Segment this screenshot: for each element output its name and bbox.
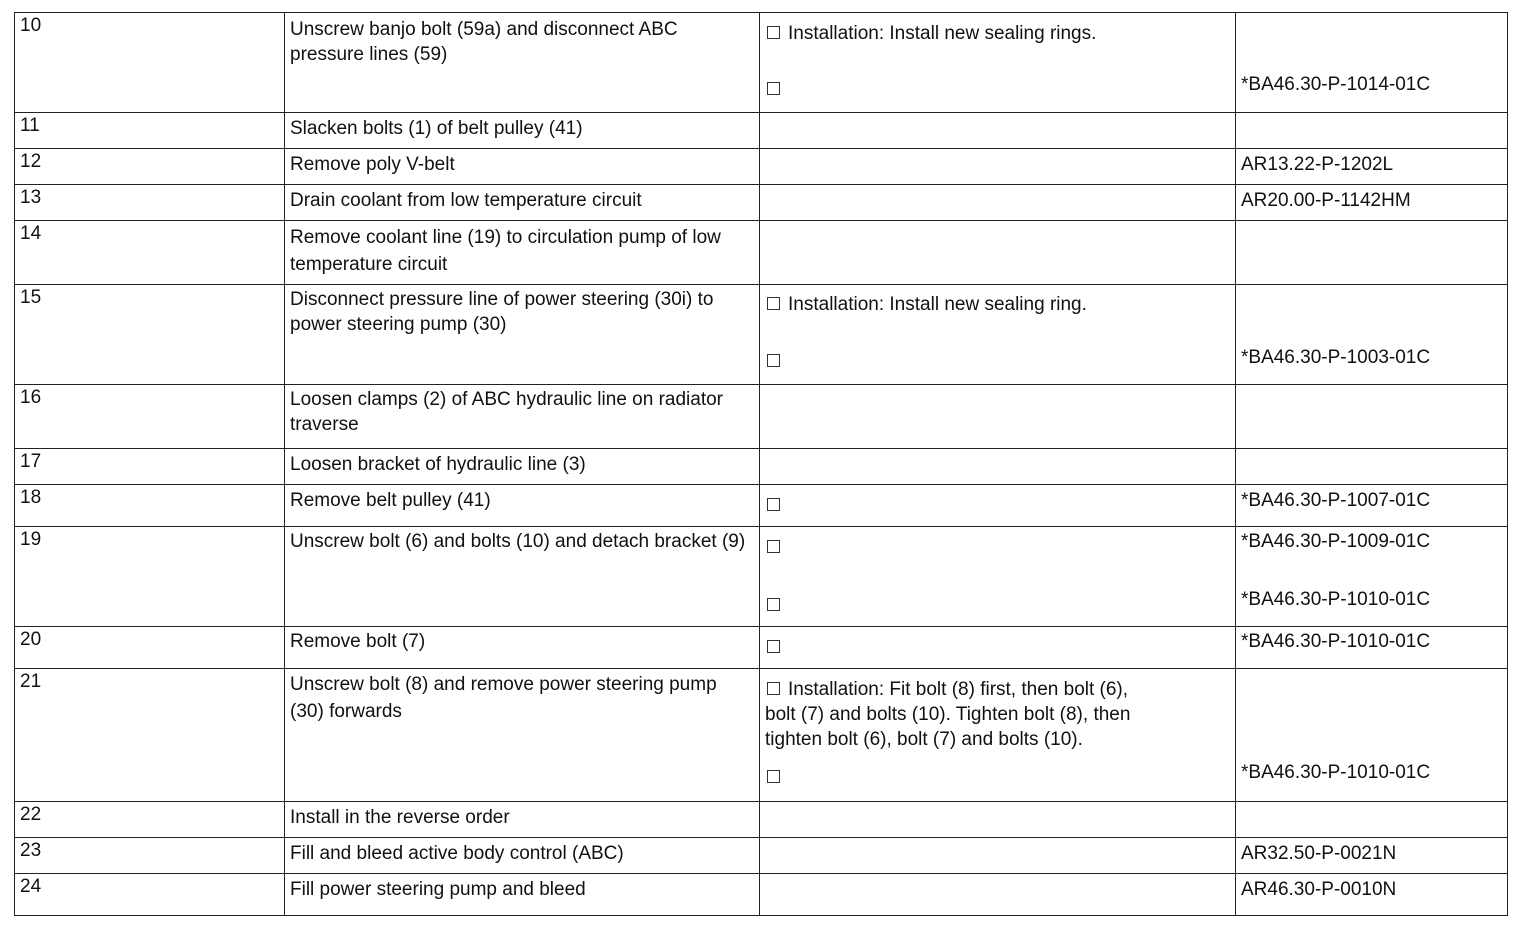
table-row — [15, 838, 1508, 874]
step-description: Fill power steering pump and bleed — [285, 874, 760, 916]
table-row — [15, 802, 1508, 838]
step-note — [760, 669, 1236, 802]
step-number: 23 — [15, 838, 285, 874]
step-number: 10 — [15, 13, 285, 113]
step-number: 15 — [15, 285, 285, 385]
step-note — [760, 113, 1236, 149]
installation-text: Fit bolt (8) first, then bolt (6), — [889, 679, 1129, 700]
step-note — [760, 527, 1236, 627]
installation-text: Install new sealing rings. — [889, 23, 1097, 44]
checkbox-icon — [767, 770, 780, 783]
step-description: Drain coolant from low temperature circuit — [285, 185, 760, 221]
installation-text: bolt (7) and bolts (10). Tighten bolt (8), then — [765, 704, 1131, 725]
step-number: 13 — [15, 185, 285, 221]
step-reference: AR46.30-P-0010N — [1236, 874, 1508, 916]
step-note — [760, 485, 1236, 527]
step-note — [760, 385, 1236, 449]
table-row — [15, 185, 1508, 221]
step-description: Remove coolant line (19) to circulation pump of low temperature circuit — [285, 221, 760, 285]
table-row — [15, 285, 1508, 385]
checkbox-icon — [767, 682, 780, 695]
step-reference: *BA46.30-P-1007-01C — [1236, 485, 1508, 527]
step-number: 17 — [15, 449, 285, 485]
reference-link: *BA46.30-P-1010-01C — [1241, 589, 1431, 610]
step-note — [760, 149, 1236, 185]
step-note — [760, 627, 1236, 669]
installation-label: Installation: — [788, 679, 885, 700]
step-number: 24 — [15, 874, 285, 916]
checkbox-icon — [767, 354, 780, 367]
table-row — [15, 149, 1508, 185]
installation-label: Installation: — [788, 294, 885, 315]
step-note — [760, 221, 1236, 285]
installation-text: tighten bolt (6), bolt (7) and bolts (10). — [765, 729, 1083, 750]
step-note — [760, 874, 1236, 916]
table-row — [15, 874, 1508, 916]
step-reference — [1236, 802, 1508, 838]
step-reference — [1236, 221, 1508, 285]
table-row — [15, 221, 1508, 285]
step-reference — [1236, 285, 1508, 385]
installation-text: Install new sealing ring. — [889, 294, 1087, 315]
step-reference — [1236, 669, 1508, 802]
table-row — [15, 669, 1508, 802]
step-description: Unscrew bolt (8) and remove power steering pump (30) forwards — [285, 669, 760, 802]
step-description: Remove belt pulley (41) — [285, 485, 760, 527]
step-number: 11 — [15, 113, 285, 149]
reference-link: *BA46.30-P-1003-01C — [1241, 347, 1431, 368]
step-number: 19 — [15, 527, 285, 627]
step-number: 22 — [15, 802, 285, 838]
step-note — [760, 13, 1236, 113]
step-description: Fill and bleed active body control (ABC) — [285, 838, 760, 874]
step-number: 16 — [15, 385, 285, 449]
table-row — [15, 13, 1508, 113]
step-note — [760, 838, 1236, 874]
step-number: 18 — [15, 485, 285, 527]
step-reference: *BA46.30-P-1010-01C — [1236, 627, 1508, 669]
step-description: Slacken bolts (1) of belt pulley (41) — [285, 113, 760, 149]
checkbox-icon — [767, 498, 780, 511]
step-note — [760, 449, 1236, 485]
step-note — [760, 802, 1236, 838]
checkbox-icon — [767, 26, 780, 39]
table-row — [15, 385, 1508, 449]
step-number: 21 — [15, 669, 285, 802]
step-description: Unscrew bolt (6) and bolts (10) and detach bracket (9) — [285, 527, 760, 627]
step-description: Remove poly V-belt — [285, 149, 760, 185]
reference-link: *BA46.30-P-1009-01C — [1241, 531, 1431, 552]
reference-link: *BA46.30-P-1010-01C — [1241, 762, 1431, 783]
step-reference: AR13.22-P-1202L — [1236, 149, 1508, 185]
table-row — [15, 485, 1508, 527]
reference-link: *BA46.30-P-1014-01C — [1241, 74, 1431, 95]
step-reference: AR32.50-P-0021N — [1236, 838, 1508, 874]
step-number: 14 — [15, 221, 285, 285]
installation-label: Installation: — [788, 23, 885, 44]
table-row — [15, 449, 1508, 485]
checkbox-icon — [767, 297, 780, 310]
step-description: Loosen clamps (2) of ABC hydraulic line on radiator traverse — [285, 385, 760, 449]
checkbox-icon — [767, 640, 780, 653]
step-reference — [1236, 385, 1508, 449]
table-row — [15, 627, 1508, 669]
checkbox-icon — [767, 540, 780, 553]
step-reference — [1236, 113, 1508, 149]
table-row — [15, 113, 1508, 149]
step-reference — [1236, 449, 1508, 485]
procedure-table — [14, 12, 1508, 916]
step-description: Loosen bracket of hydraulic line (3) — [285, 449, 760, 485]
step-number: 12 — [15, 149, 285, 185]
step-note — [760, 185, 1236, 221]
step-reference — [1236, 13, 1508, 113]
step-reference — [1236, 527, 1508, 627]
step-number: 20 — [15, 627, 285, 669]
checkbox-icon — [767, 82, 780, 95]
checkbox-icon — [767, 598, 780, 611]
step-description: Install in the reverse order — [285, 802, 760, 838]
step-description: Remove bolt (7) — [285, 627, 760, 669]
step-reference: AR20.00-P-1142HM — [1236, 185, 1508, 221]
table-row — [15, 527, 1508, 627]
step-note — [760, 285, 1236, 385]
step-description: Disconnect pressure line of power steering (30i) to power steering pump (30) — [285, 285, 760, 385]
step-description: Unscrew banjo bolt (59a) and disconnect ABC pressure lines (59) — [285, 13, 760, 113]
